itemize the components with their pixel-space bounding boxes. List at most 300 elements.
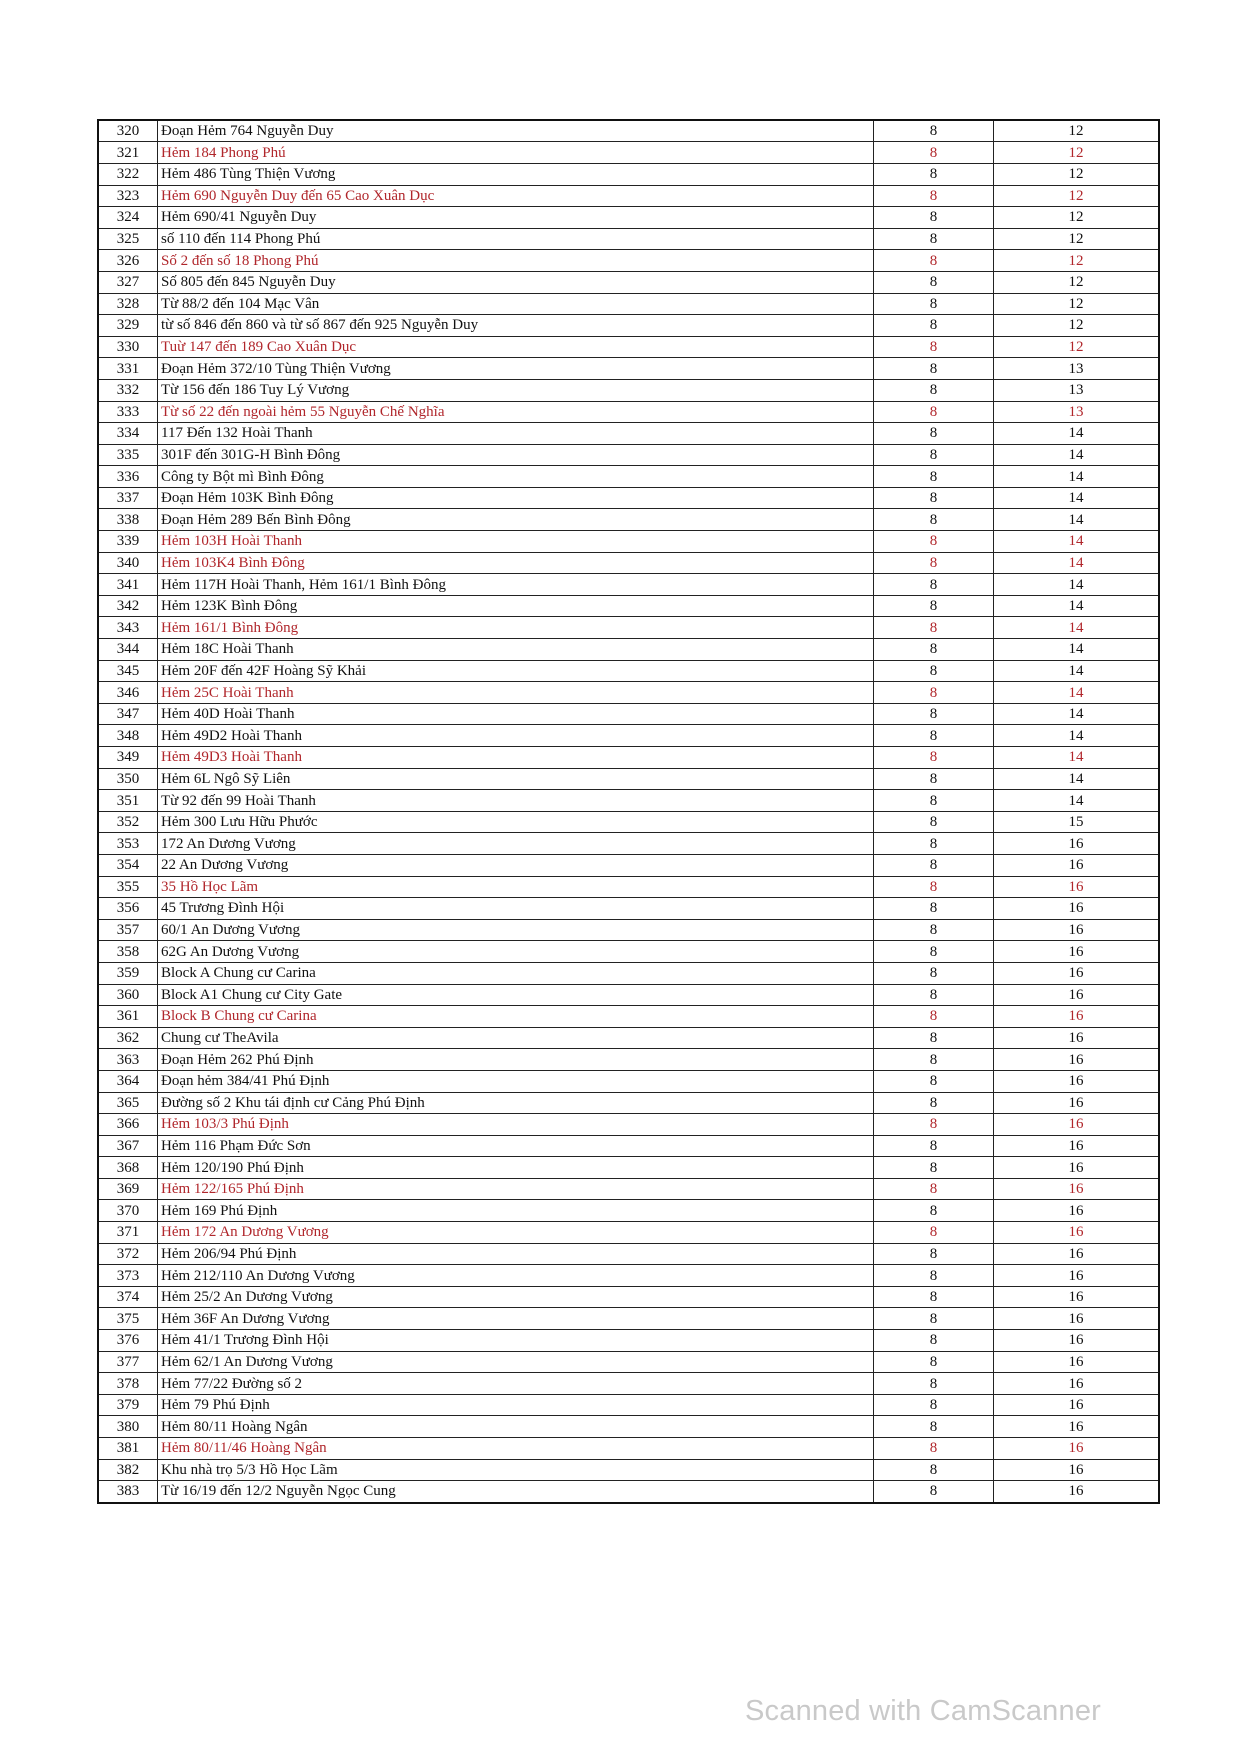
value-a-cell: 8 [874,919,994,941]
value-b-cell: 12 [994,228,1160,250]
row-number-cell: 343 [98,617,158,639]
value-b-cell: 14 [994,466,1160,488]
location-name-cell: Hẻm 41/1 Trương Đình Hội [158,1330,874,1352]
table-row [98,531,1159,553]
table-row [98,682,1159,704]
value-b-cell: 16 [994,1243,1160,1265]
row-number-cell: 330 [98,336,158,358]
value-b-cell: 16 [994,1416,1160,1438]
value-a-cell: 8 [874,401,994,423]
location-name-cell: Hẻm 184 Phong Phú [158,142,874,164]
row-number-cell: 333 [98,401,158,423]
value-a-cell: 8 [874,941,994,963]
table-row [98,725,1159,747]
table-row [98,941,1159,963]
value-b-cell: 16 [994,1135,1160,1157]
table-row [98,271,1159,293]
location-name-cell: Hẻm 103K4 Bình Đông [158,552,874,574]
location-name-cell: Hẻm 486 Tùng Thiện Vương [158,163,874,185]
location-name-cell: Hẻm 80/11 Hoàng Ngân [158,1416,874,1438]
table-row [98,1351,1159,1373]
value-b-cell: 16 [994,1438,1160,1460]
table-row [98,315,1159,337]
table-row [98,250,1159,272]
value-b-cell: 16 [994,833,1160,855]
value-a-cell: 8 [874,120,994,142]
value-a-cell: 8 [874,1286,994,1308]
row-number-cell: 322 [98,163,158,185]
value-b-cell: 14 [994,487,1160,509]
row-number-cell: 348 [98,725,158,747]
row-number-cell: 320 [98,120,158,142]
location-name-cell: Hẻm 690 Nguyễn Duy đến 65 Cao Xuân Dục [158,185,874,207]
value-b-cell: 14 [994,423,1160,445]
value-b-cell: 12 [994,293,1160,315]
row-number-cell: 338 [98,509,158,531]
row-number-cell: 346 [98,682,158,704]
value-a-cell: 8 [874,1027,994,1049]
value-b-cell: 16 [994,1351,1160,1373]
row-number-cell: 349 [98,747,158,769]
row-number-cell: 378 [98,1373,158,1395]
table-row [98,1178,1159,1200]
value-b-cell: 14 [994,725,1160,747]
value-b-cell: 16 [994,941,1160,963]
table-row [98,207,1159,229]
row-number-cell: 325 [98,228,158,250]
value-a-cell: 8 [874,1416,994,1438]
value-a-cell: 8 [874,1006,994,1028]
value-b-cell: 16 [994,1265,1160,1287]
table-row [98,1200,1159,1222]
location-name-cell: Hẻm 36F An Dương Vương [158,1308,874,1330]
value-a-cell: 8 [874,1200,994,1222]
value-a-cell: 8 [874,595,994,617]
row-number-cell: 372 [98,1243,158,1265]
location-name-cell: Hẻm 6L Ngô Sỹ Liên [158,768,874,790]
row-number-cell: 366 [98,1114,158,1136]
location-name-cell: Đoạn Hẻm 103K Bình Đông [158,487,874,509]
row-number-cell: 332 [98,379,158,401]
row-number-cell: 368 [98,1157,158,1179]
location-name-cell: Từ số 22 đến ngoài hẻm 55 Nguyễn Chế Nghĩa [158,401,874,423]
value-a-cell: 8 [874,271,994,293]
row-number-cell: 367 [98,1135,158,1157]
value-a-cell: 8 [874,1308,994,1330]
value-a-cell: 8 [874,466,994,488]
table-row [98,703,1159,725]
table-row [98,379,1159,401]
value-b-cell: 16 [994,1092,1160,1114]
table-row [98,1373,1159,1395]
table-row [98,898,1159,920]
row-number-cell: 339 [98,531,158,553]
table-row [98,1416,1159,1438]
location-name-cell: Số 2 đến số 18 Phong Phú [158,250,874,272]
value-a-cell: 8 [874,444,994,466]
table-row [98,1070,1159,1092]
row-number-cell: 329 [98,315,158,337]
row-number-cell: 345 [98,660,158,682]
value-b-cell: 12 [994,271,1160,293]
value-b-cell: 14 [994,768,1160,790]
location-name-cell: Đoạn hẻm 384/41 Phú Định [158,1070,874,1092]
value-a-cell: 8 [874,1157,994,1179]
value-a-cell: 8 [874,574,994,596]
value-a-cell: 8 [874,185,994,207]
location-name-cell: 117 Đến 132 Hoài Thanh [158,423,874,445]
location-name-cell: 62G An Dương Vương [158,941,874,963]
value-b-cell: 14 [994,660,1160,682]
value-b-cell: 16 [994,1178,1160,1200]
value-a-cell: 8 [874,854,994,876]
table-row [98,509,1159,531]
value-b-cell: 14 [994,639,1160,661]
row-number-cell: 373 [98,1265,158,1287]
table-row [98,1114,1159,1136]
table-row [98,1459,1159,1481]
value-b-cell: 16 [994,984,1160,1006]
value-a-cell: 8 [874,1394,994,1416]
value-b-cell: 16 [994,1308,1160,1330]
value-a-cell: 8 [874,163,994,185]
table-row [98,185,1159,207]
value-b-cell: 16 [994,1114,1160,1136]
value-a-cell: 8 [874,423,994,445]
value-b-cell: 16 [994,919,1160,941]
row-number-cell: 383 [98,1481,158,1503]
value-a-cell: 8 [874,833,994,855]
value-b-cell: 16 [994,854,1160,876]
location-name-cell: Hẻm 20F đến 42F Hoàng Sỹ Khải [158,660,874,682]
row-number-cell: 341 [98,574,158,596]
row-number-cell: 331 [98,358,158,380]
row-number-cell: 356 [98,898,158,920]
row-number-cell: 369 [98,1178,158,1200]
row-number-cell: 344 [98,639,158,661]
location-name-cell: Hẻm 77/22 Đường số 2 [158,1373,874,1395]
row-number-cell: 337 [98,487,158,509]
value-a-cell: 8 [874,876,994,898]
table-row [98,1394,1159,1416]
row-number-cell: 357 [98,919,158,941]
location-name-cell: 301F đến 301G-H Bình Đông [158,444,874,466]
row-number-cell: 380 [98,1416,158,1438]
table-row [98,1135,1159,1157]
location-name-cell: Hẻm 122/165 Phú Định [158,1178,874,1200]
location-name-cell: Đoạn Hẻm 289 Bến Bình Đông [158,509,874,531]
location-name-cell: Từ 156 đến 186 Tuy Lý Vương [158,379,874,401]
value-b-cell: 13 [994,358,1160,380]
value-b-cell: 14 [994,509,1160,531]
value-b-cell: 14 [994,682,1160,704]
location-name-cell: Hẻm 40D Hoài Thanh [158,703,874,725]
row-number-cell: 362 [98,1027,158,1049]
camscanner-watermark: Scanned with CamScanner [745,1695,1102,1727]
value-a-cell: 8 [874,747,994,769]
location-name-cell: Công ty Bột mì Bình Đông [158,466,874,488]
value-a-cell: 8 [874,898,994,920]
table-row [98,811,1159,833]
location-name-cell: Đoạn Hẻm 764 Nguyễn Duy [158,120,874,142]
table-row [98,1308,1159,1330]
value-b-cell: 12 [994,142,1160,164]
row-number-cell: 327 [98,271,158,293]
location-name-cell: 45 Trương Đình Hội [158,898,874,920]
location-name-cell: 172 An Dương Vương [158,833,874,855]
value-b-cell: 12 [994,315,1160,337]
location-name-cell: số 110 đến 114 Phong Phú [158,228,874,250]
table-body [98,120,1159,1503]
row-number-cell: 340 [98,552,158,574]
table-row [98,142,1159,164]
row-number-cell: 359 [98,962,158,984]
row-number-cell: 365 [98,1092,158,1114]
table-row [98,228,1159,250]
value-a-cell: 8 [874,228,994,250]
row-number-cell: 353 [98,833,158,855]
location-name-cell: 35 Hồ Học Lãm [158,876,874,898]
value-a-cell: 8 [874,682,994,704]
table-row [98,768,1159,790]
location-name-cell: Block A1 Chung cư City Gate [158,984,874,1006]
value-b-cell: 16 [994,1049,1160,1071]
table-row [98,790,1159,812]
table-row [98,358,1159,380]
value-a-cell: 8 [874,1114,994,1136]
table-row [98,595,1159,617]
value-a-cell: 8 [874,617,994,639]
row-number-cell: 342 [98,595,158,617]
value-b-cell: 14 [994,552,1160,574]
value-b-cell: 16 [994,1006,1160,1028]
table-row [98,1006,1159,1028]
table-row [98,962,1159,984]
row-number-cell: 382 [98,1459,158,1481]
value-a-cell: 8 [874,1222,994,1244]
value-b-cell: 16 [994,1481,1160,1503]
value-a-cell: 8 [874,1481,994,1503]
table-row [98,639,1159,661]
table-row [98,1265,1159,1287]
row-number-cell: 354 [98,854,158,876]
row-number-cell: 370 [98,1200,158,1222]
location-name-cell: từ số 846 đến 860 và từ số 867 đến 925 Nguyễn Duy [158,315,874,337]
value-b-cell: 13 [994,379,1160,401]
location-name-cell: Hẻm 25C Hoài Thanh [158,682,874,704]
row-number-cell: 352 [98,811,158,833]
value-b-cell: 16 [994,962,1160,984]
value-a-cell: 8 [874,660,994,682]
location-name-cell: Từ 92 đến 99 Hoài Thanh [158,790,874,812]
value-a-cell: 8 [874,379,994,401]
row-number-cell: 321 [98,142,158,164]
row-number-cell: 351 [98,790,158,812]
value-b-cell: 15 [994,811,1160,833]
value-b-cell: 16 [994,1200,1160,1222]
location-name-cell: Hẻm 123K Bình Đông [158,595,874,617]
value-b-cell: 14 [994,444,1160,466]
table-row [98,1243,1159,1265]
row-number-cell: 375 [98,1308,158,1330]
location-name-cell: Từ 16/19 đến 12/2 Nguyễn Ngọc Cung [158,1481,874,1503]
row-number-cell: 379 [98,1394,158,1416]
location-name-cell: Hẻm 690/41 Nguyễn Duy [158,207,874,229]
table-row [98,163,1159,185]
location-name-cell: Đoạn Hẻm 372/10 Tùng Thiện Vương [158,358,874,380]
table-row [98,1222,1159,1244]
value-b-cell: 14 [994,595,1160,617]
table-row [98,466,1159,488]
location-name-cell: 22 An Dương Vương [158,854,874,876]
value-a-cell: 8 [874,962,994,984]
location-name-cell: Block B Chung cư Carina [158,1006,874,1028]
location-name-cell: 60/1 An Dương Vương [158,919,874,941]
table-row [98,574,1159,596]
row-number-cell: 334 [98,423,158,445]
table-row [98,1481,1159,1503]
value-a-cell: 8 [874,552,994,574]
value-a-cell: 8 [874,1373,994,1395]
value-b-cell: 16 [994,1394,1160,1416]
row-number-cell: 326 [98,250,158,272]
value-a-cell: 8 [874,250,994,272]
table-row [98,1157,1159,1179]
table-row [98,487,1159,509]
location-name-cell: Hẻm 120/190 Phú Định [158,1157,874,1179]
value-a-cell: 8 [874,293,994,315]
location-name-cell: Hẻm 169 Phú Định [158,1200,874,1222]
row-number-cell: 328 [98,293,158,315]
row-number-cell: 323 [98,185,158,207]
table-row [98,660,1159,682]
location-name-cell: Hẻm 172 An Dương Vương [158,1222,874,1244]
table-row [98,747,1159,769]
value-a-cell: 8 [874,1459,994,1481]
location-name-cell: Hẻm 49D2 Hoài Thanh [158,725,874,747]
value-b-cell: 14 [994,617,1160,639]
value-a-cell: 8 [874,1243,994,1265]
table-row [98,1286,1159,1308]
value-b-cell: 16 [994,1459,1160,1481]
value-b-cell: 16 [994,1070,1160,1092]
location-name-cell: Block A Chung cư Carina [158,962,874,984]
location-name-cell: Hẻm 62/1 An Dương Vương [158,1351,874,1373]
location-name-cell: Hẻm 161/1 Bình Đông [158,617,874,639]
table-row [98,876,1159,898]
value-a-cell: 8 [874,1070,994,1092]
value-b-cell: 16 [994,1027,1160,1049]
value-a-cell: 8 [874,703,994,725]
row-number-cell: 350 [98,768,158,790]
location-name-cell: Hẻm 49D3 Hoài Thanh [158,747,874,769]
value-a-cell: 8 [874,509,994,531]
table-row [98,854,1159,876]
table-row [98,120,1159,142]
location-name-cell: Hẻm 300 Lưu Hữu Phước [158,811,874,833]
value-b-cell: 16 [994,1373,1160,1395]
data-table [97,119,1160,1504]
row-number-cell: 377 [98,1351,158,1373]
row-number-cell: 358 [98,941,158,963]
table-row [98,552,1159,574]
value-b-cell: 13 [994,401,1160,423]
location-name-cell: Hẻm 25/2 An Dương Vương [158,1286,874,1308]
value-a-cell: 8 [874,811,994,833]
row-number-cell: 363 [98,1049,158,1071]
location-name-cell: Đoạn Hẻm 262 Phú Định [158,1049,874,1071]
table-row [98,1049,1159,1071]
location-name-cell: Hẻm 206/94 Phú Định [158,1243,874,1265]
value-a-cell: 8 [874,984,994,1006]
value-b-cell: 14 [994,790,1160,812]
row-number-cell: 355 [98,876,158,898]
table-row [98,833,1159,855]
location-name-cell: Số 805 đến 845 Nguyễn Duy [158,271,874,293]
value-b-cell: 16 [994,1222,1160,1244]
value-b-cell: 12 [994,336,1160,358]
value-b-cell: 12 [994,207,1160,229]
value-a-cell: 8 [874,1330,994,1352]
value-b-cell: 16 [994,1286,1160,1308]
row-number-cell: 360 [98,984,158,1006]
value-b-cell: 16 [994,876,1160,898]
location-name-cell: Hẻm 212/110 An Dương Vương [158,1265,874,1287]
value-b-cell: 16 [994,1157,1160,1179]
row-number-cell: 336 [98,466,158,488]
location-name-cell: Hẻm 116 Phạm Đức Sơn [158,1135,874,1157]
value-a-cell: 8 [874,1178,994,1200]
value-b-cell: 12 [994,163,1160,185]
location-name-cell: Tuừ 147 đến 189 Cao Xuân Dục [158,336,874,358]
value-b-cell: 14 [994,574,1160,596]
value-a-cell: 8 [874,1265,994,1287]
value-b-cell: 14 [994,747,1160,769]
row-number-cell: 381 [98,1438,158,1460]
row-number-cell: 361 [98,1006,158,1028]
table-row [98,423,1159,445]
table-row [98,293,1159,315]
value-a-cell: 8 [874,1092,994,1114]
value-a-cell: 8 [874,768,994,790]
row-number-cell: 347 [98,703,158,725]
value-a-cell: 8 [874,725,994,747]
table-row [98,1330,1159,1352]
value-a-cell: 8 [874,639,994,661]
location-name-cell: Hẻm 117H Hoài Thanh, Hẻm 161/1 Bình Đông [158,574,874,596]
location-name-cell: Chung cư TheAvila [158,1027,874,1049]
value-a-cell: 8 [874,1135,994,1157]
table-row [98,1027,1159,1049]
value-b-cell: 12 [994,185,1160,207]
value-b-cell: 16 [994,898,1160,920]
location-name-cell: Hẻm 80/11/46 Hoàng Ngân [158,1438,874,1460]
row-number-cell: 335 [98,444,158,466]
value-a-cell: 8 [874,142,994,164]
location-name-cell: Hẻm 18C Hoài Thanh [158,639,874,661]
row-number-cell: 371 [98,1222,158,1244]
location-name-cell: Từ 88/2 đến 104 Mạc Vân [158,293,874,315]
value-a-cell: 8 [874,1351,994,1373]
location-name-cell: Khu nhà trọ 5/3 Hồ Học Lãm [158,1459,874,1481]
location-name-cell: Hẻm 103H Hoài Thanh [158,531,874,553]
table-row [98,444,1159,466]
table-row [98,336,1159,358]
value-b-cell: 16 [994,1330,1160,1352]
value-a-cell: 8 [874,315,994,337]
row-number-cell: 376 [98,1330,158,1352]
value-b-cell: 12 [994,120,1160,142]
